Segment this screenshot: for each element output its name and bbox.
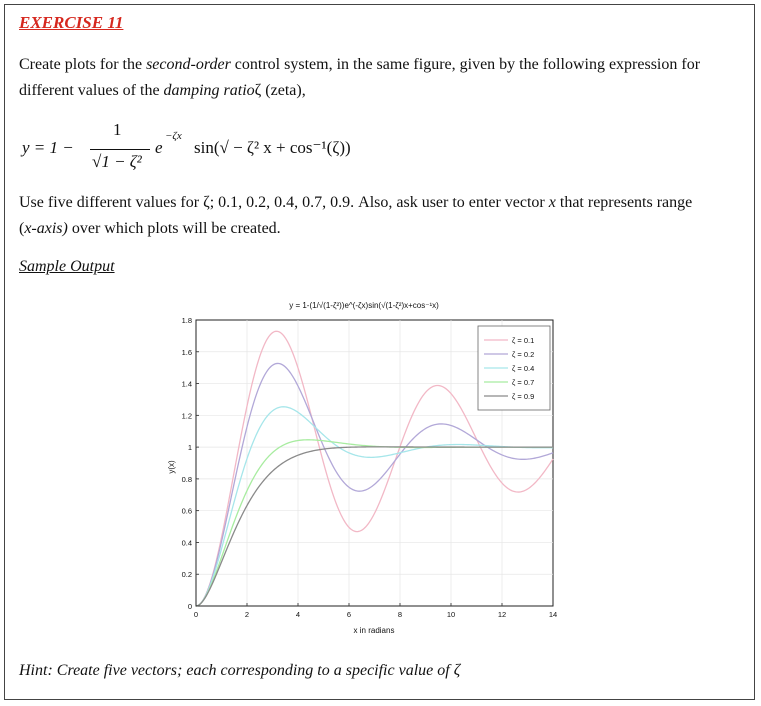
formula-lhs: y = 1 − [22,138,74,157]
y-tick-label: 0 [187,602,192,611]
hint-text: Hint: Create five vectors; each corresponding to a specific value of ζ [19,662,461,679]
y-tick-label: 1.4 [181,379,192,389]
y-tick-label: 0.2 [181,570,192,580]
sample-output-chart [140,292,580,642]
legend-label: ζ = 0.9 [512,392,535,401]
chart-title: y = 1-(1/√(1-ζ²))e^(-ζx)sin(√(1-ζ²)x+cos⁻¹x) [289,301,439,310]
x-tick-label: 12 [497,610,507,619]
instructions-emphasis-2: x-axis) [24,220,68,237]
exercise-title: EXERCISE 11 [19,13,124,32]
legend-label: ζ = 0.1 [512,336,535,345]
instructions-paragraph [19,190,709,242]
y-tick-label: 1.2 [181,411,192,421]
intro-emphasis-1: second-order [146,56,231,73]
intro-text-2: control system, in the same figure, given by the following expression for different values of the [19,56,701,99]
instructions-emphasis-1: x [548,194,556,211]
x-axis-label: x in radians [353,626,395,635]
formula-denominator: √1 − ζ² [92,152,142,171]
x-tick-label: 4 [295,610,301,619]
x-tick-label: 10 [446,610,456,619]
sample-output-label: Sample Output [19,258,115,275]
intro-text-1: Create plots for the [19,56,147,73]
instructions-text-1: Use five different values for ζ; 0.1, 0.2, 0.4, 0.7, 0.9. Also, ask user to enter vector [19,194,549,211]
legend-label: ζ = 0.4 [512,364,535,373]
legend [478,326,550,410]
y-tick-label: 1.6 [181,347,192,357]
x-tick-label: 0 [193,610,199,619]
intro-emphasis-2: damping ratio [163,82,255,99]
y-tick-label: 0.8 [181,474,192,484]
x-tick-label: 2 [244,610,250,619]
y-tick-label: 0.6 [181,506,192,516]
x-tick-label: 6 [346,610,352,619]
legend-label: ζ = 0.7 [512,378,535,387]
instructions-text-2: that represents range ( [19,194,693,237]
intro-paragraph [19,52,709,104]
x-tick-label: 8 [397,610,403,619]
formula-numerator: 1 [113,120,122,139]
formula [22,118,542,182]
y-tick-label: 1 [187,443,192,453]
instructions-text-3: over which plots will be created. [67,220,281,237]
y-axis-label: y(x) [167,460,176,474]
formula-exp: e [155,138,163,157]
formula-exp-power: −ζx [165,130,182,142]
fraction-line [90,149,150,150]
x-tick-label: 14 [548,610,558,619]
intro-text-3: ζ (zeta), [254,82,306,99]
formula-trig: sin(√ − ζ² x + cos⁻¹(ζ)) [194,138,351,157]
y-tick-label: 1.8 [181,316,192,325]
legend-label: ζ = 0.2 [512,350,535,359]
y-tick-label: 0.4 [181,538,192,548]
